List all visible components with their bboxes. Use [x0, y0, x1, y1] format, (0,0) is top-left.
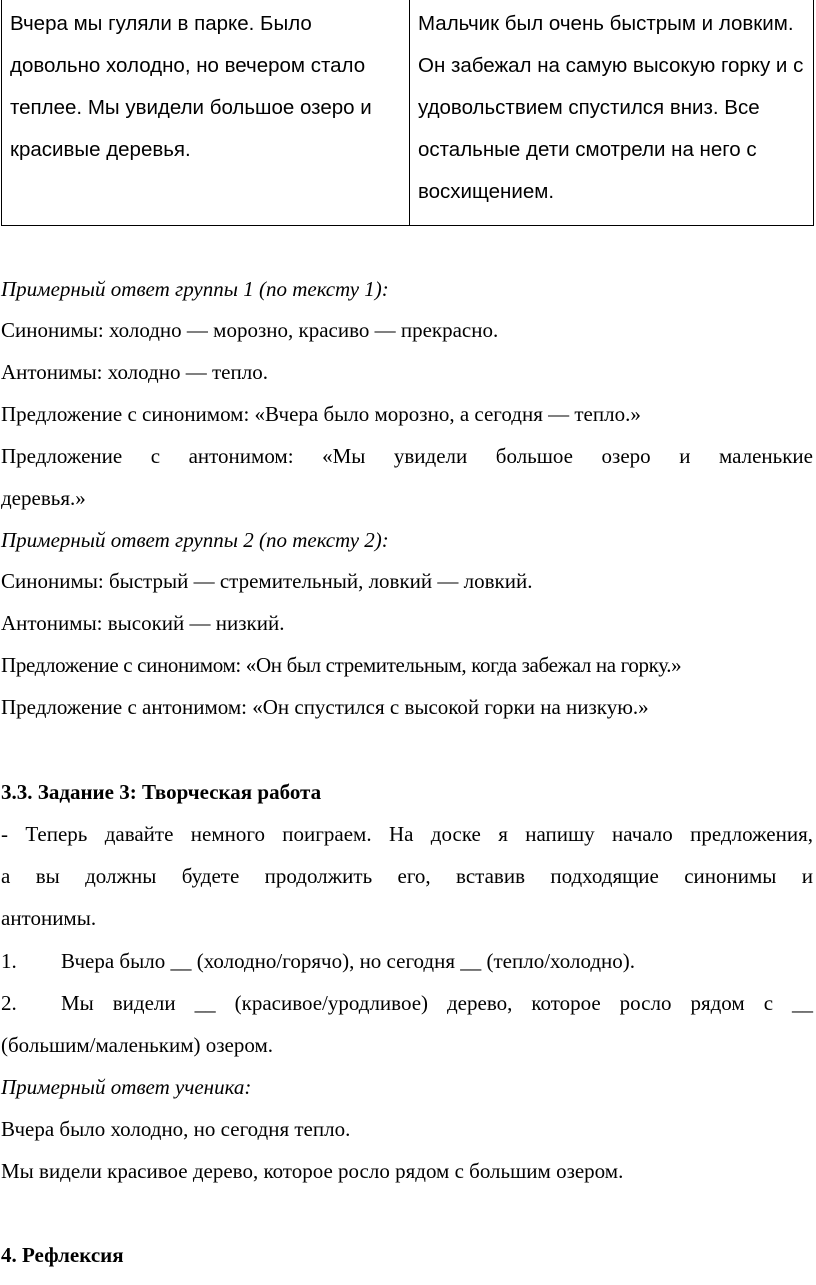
list-item-text: Вчера было __ (холодно/горячо), но сегодня __ (тепло/холодно).	[61, 949, 636, 973]
section4-heading: 4. Рефлексия	[1, 1243, 124, 1267]
group2-sentence-synonym: Предложение с синонимом: «Он был стремительным, когда забежал на горку.»	[1, 653, 682, 677]
task3-heading: 3.3. Задание 3: Творческая работа	[1, 780, 322, 804]
group2-antonyms: Антонимы: высокий — низкий.	[1, 611, 285, 635]
group2-sentence-antonym: Предложение с антонимом: «Он спустился с высокой горки на низкую.»	[1, 695, 649, 719]
list-item-text: Мы видели __ (красивое/уродливое) дерево, которое росло рядом с __	[61, 991, 813, 1015]
task3-intro-line2: а вы должны будете продолжить его, вставив подходящие синонимы и	[1, 864, 813, 888]
group1-sentence-antonym: Предложение с антонимом: «Мы увидели большое озеро и маленькие	[1, 444, 813, 468]
group1-antonyms: Антонимы: холодно — тепло.	[1, 360, 268, 384]
task3-intro: - Теперь давайте немного поиграем. На доске я напишу начало предложения,	[1, 822, 813, 846]
student-answer-line: Вчера было холодно, но сегодня тепло.	[1, 1117, 351, 1141]
table-cell-text-2: Мальчик был очень быстрым и ловким. Он забежал на самую высокую горку и с удовольствием спустился вниз. Все остальные дети смотрели на него с восхищением.	[410, 0, 814, 226]
group1-synonyms: Синонимы: холодно — морозно, красиво — прекрасно.	[1, 318, 499, 342]
student-answer-line: Мы видели красивое дерево, которое росло рядом с большим озером.	[1, 1159, 624, 1183]
table-row	[2, 0, 814, 226]
list-item	[1, 947, 813, 975]
group2-synonyms: Синонимы: быстрый — стремительный, ловкий — ловкий.	[1, 569, 533, 593]
texts-table	[1, 0, 814, 226]
list-item	[1, 989, 813, 1017]
group1-sentence-synonym: Предложение с синонимом: «Вчера было морозно, а сегодня — тепло.»	[1, 402, 641, 426]
list-item-continuation: (большим/маленьким) озером.	[1, 1033, 273, 1057]
table-cell-text-1: Вчера мы гуляли в парке. Было довольно холодно, но вечером стало теплее. Мы увидели большое озеро и красивые деревья.	[2, 0, 410, 226]
group1-heading: Примерный ответ группы 1 (по тексту 1):	[1, 277, 389, 301]
list-item-number: 1.	[1, 949, 17, 973]
student-answer-heading: Примерный ответ ученика:	[1, 1075, 252, 1099]
group1-sentence-antonym-continuation: деревья.»	[1, 486, 86, 510]
group2-heading: Примерный ответ группы 2 (по тексту 2):	[1, 528, 389, 552]
list-item-number: 2.	[1, 991, 17, 1015]
task3-intro-line3: антонимы.	[1, 906, 97, 930]
